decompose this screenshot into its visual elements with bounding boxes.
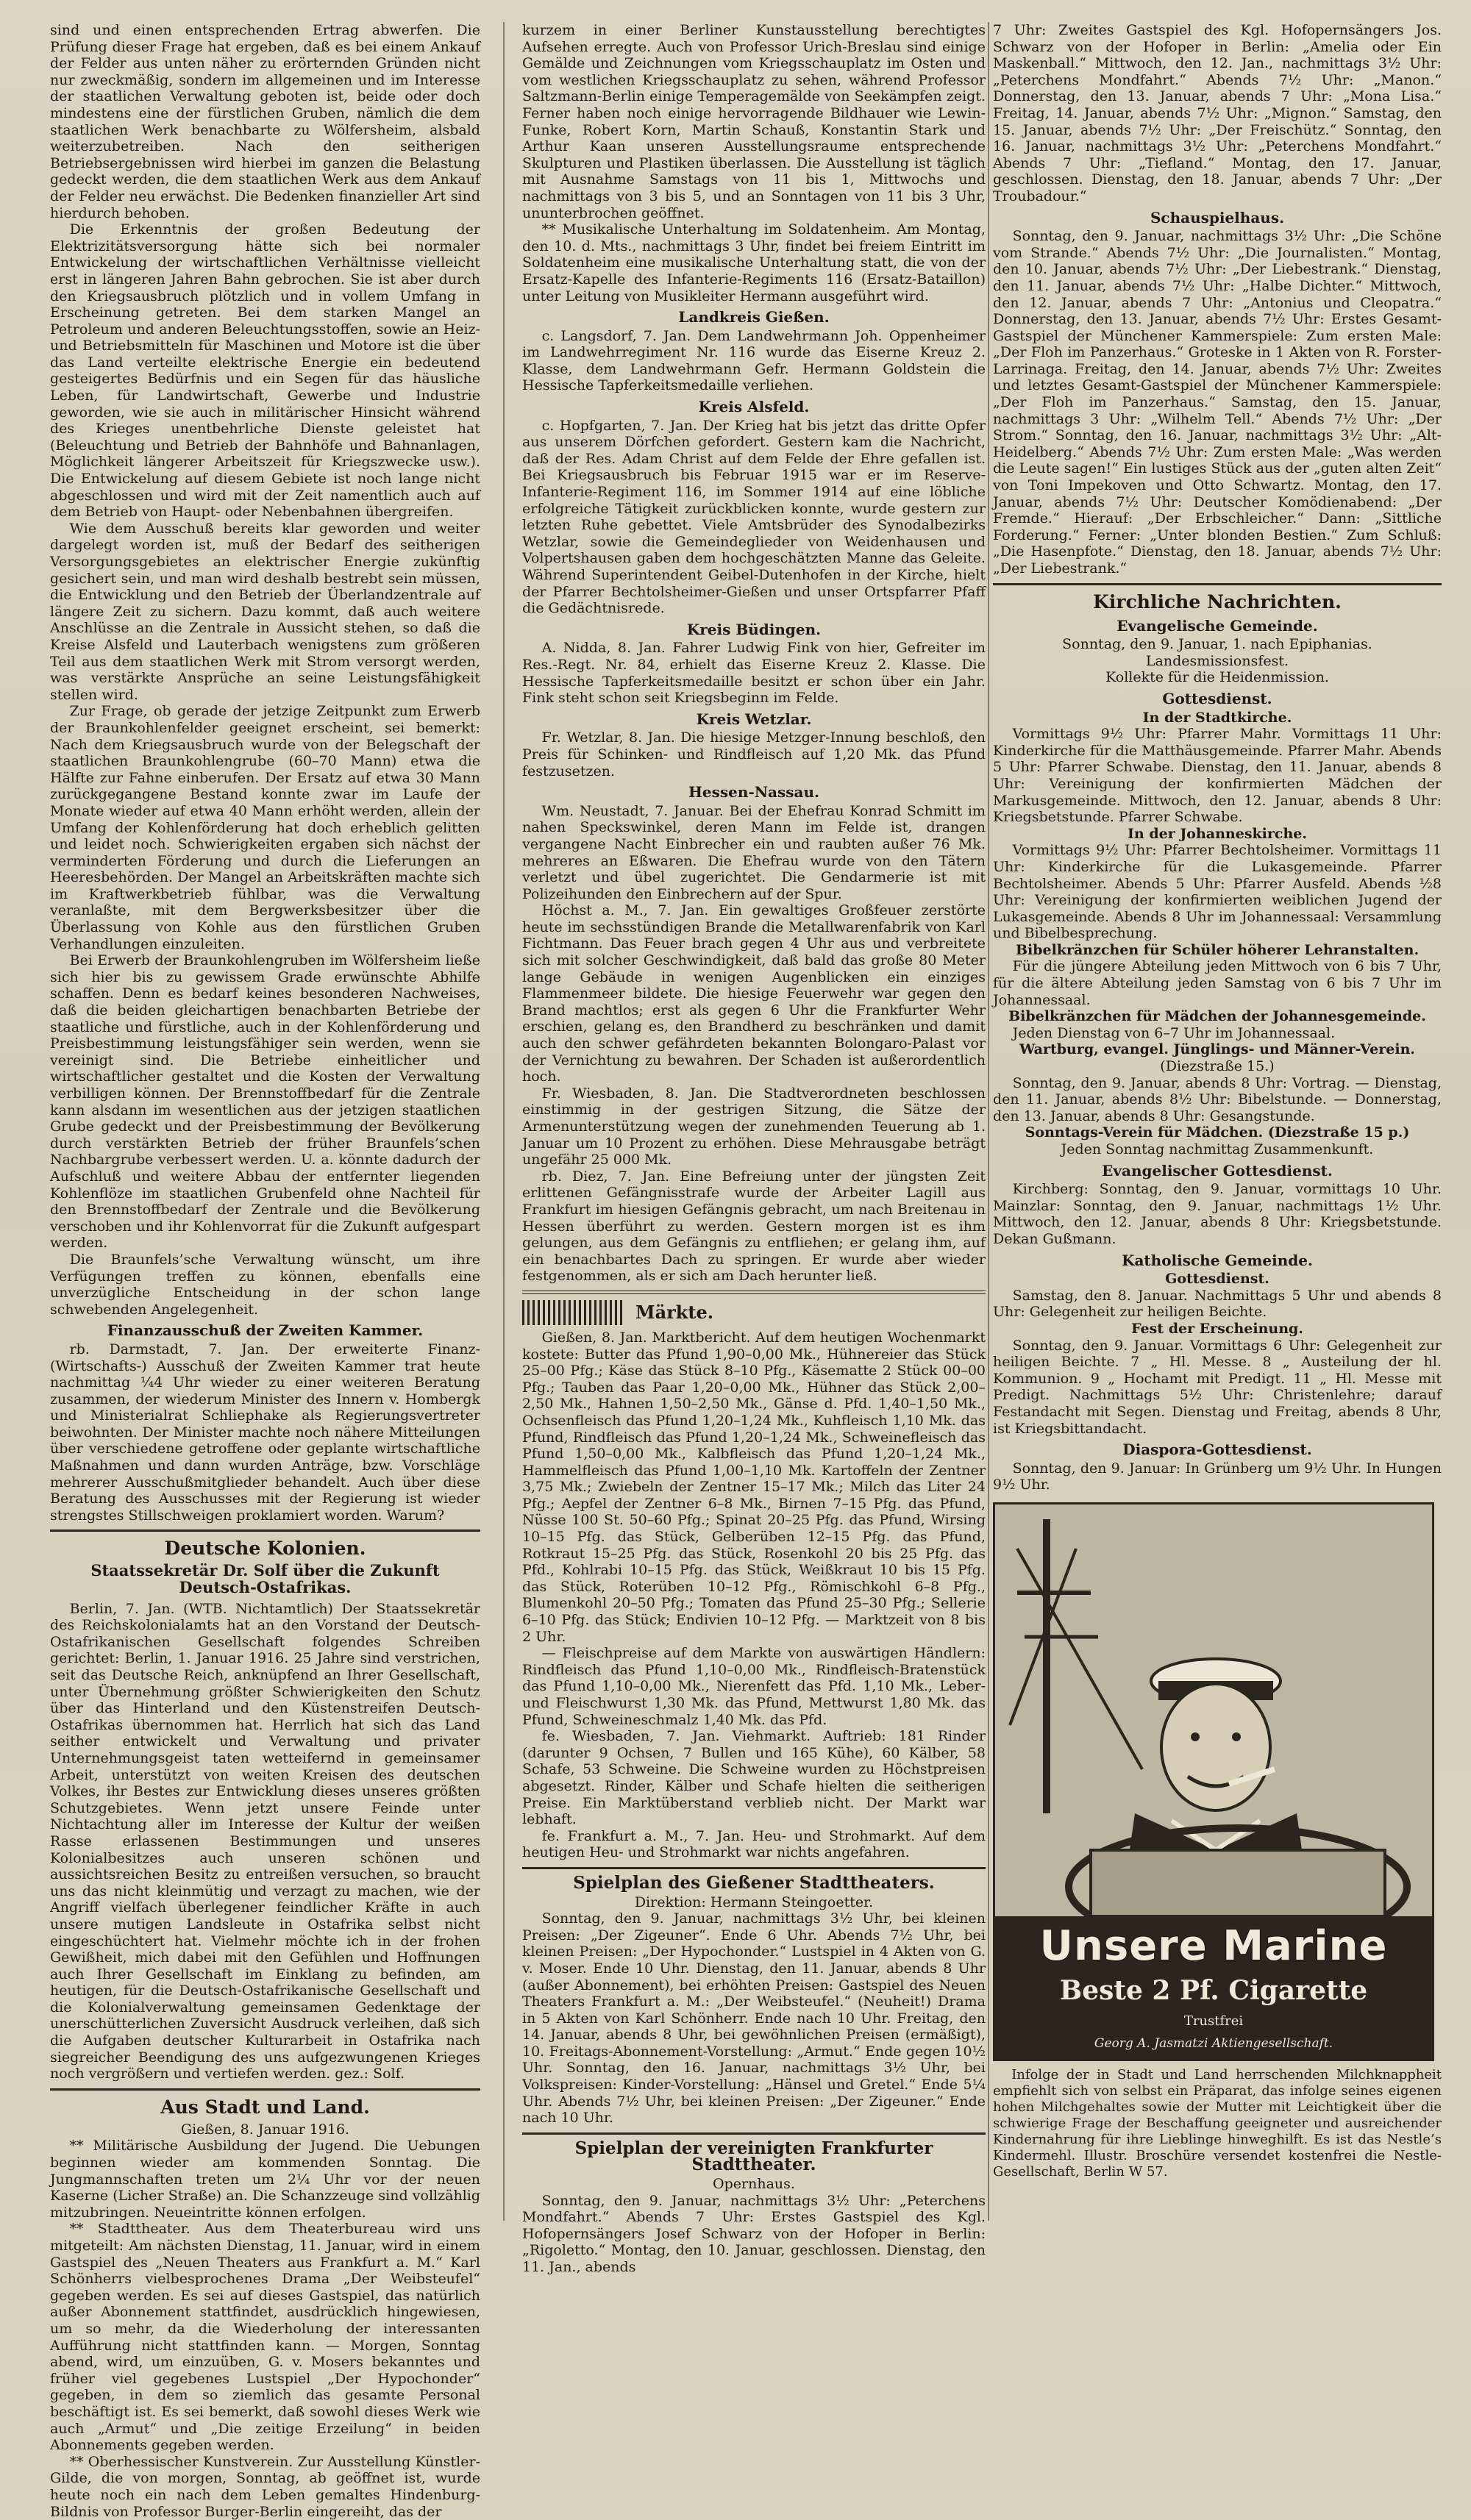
article-paragraph: rb. Darmstadt, 7. Jan. Der erweiterte Finanz-(Wirtschafts-) Ausschuß der Zweiten Kammer trat heute nachmittag ¼4 Uhr wieder zu einer weiteren Beratung zusammen, der wiederum Minister des Innern v. Hombergk und Ministerialrat Schliephake als Regierungsvertreter beiwohnten. Der Minister machte noch nähere Mitteilungen über verschiedene getroffene oder geplante wirtschaftliche Maßnahmen und dann wurden Anträge, bzw. Vorschläge mehrerer Ausschußmitglieder behandelt. Auch über diese Beratung des Ausschusses mit der Regierung ist wieder strengstes Stillschweigen proklamiert worden. Warum? [50,1341,480,1524]
section-heading: Märkte. [635,1301,714,1323]
section-heading: Gottesdienst. [1162,689,1272,707]
church-subheading: In der Stadtkirche. [1142,709,1292,726]
ad-company: Georg A. Jasmatzi Aktiengesellschaft. [1094,2035,1333,2051]
church-line: Landesmissionsfest. [1145,652,1289,669]
church-paragraph: Kirchberg: Sonntag, den 9. Januar, vormittags 10 Uhr. Mainzlar: Sonntag, den 9. Januar, nachmittags 1½ Uhr. Mittwoch, den 12. Januar, abends 8 Uhr: Kriegsbetstunde. Dekan Gußmann. [993,1181,1442,1247]
section-rule [50,2088,480,2091]
article-paragraph: sind und einen entsprechenden Ertrag abwerfen. Die Prüfung dieser Frage hat ergeben, daß es bei einem Ankauf der Felder aus unten näher zu erörternden Gründen nicht nur zweckmäßig, sondern im allgemeinen und im Interesse der staatlichen Verwaltung geboten ist, beide oder doch mindestens eine der fürstlichen Gruben, nämlich die dem staatlichen Werk benachbarte zu Wölfersheim, alsbald weiterzubetreiben. Nach den seitherigen Betriebsergebnissen wird hierbei im ganzen die Belastung gedeckt werden, die dem staatlichen Werk aus dem Ankauf der Felder neu erwächst. Die Bedenken finanzieller Art sind hierdurch behoben. [50,22,480,221]
article-paragraph: ** Militärische Ausbildung der Jugend. Die Uebungen beginnen wieder am kommenden Sonntag. Die Jungmannschaften treten um 2¼ Uhr vor der neuen Kaserne (Licher Straße) an. Die Schanzzeuge sind vollzählig mitzubringen. Neueintritte können erfolgen. [50,2138,480,2221]
church-paragraph: Vormittags 9½ Uhr: Pfarrer Mahr. Vormittags 11 Uhr: Kinderkirche für die Matthäusgemeinde. Pfarrer Mahr. Abends 5 Uhr: Pfarrer Schwabe. Dienstag, den 11. Januar, abends 8 Uhr: Vereinigung der konfirmierten Mädchen der Markusgemeinde. Mittwoch, den 12. Januar, abends 8 Uhr: Kriegsbetstunde. Pfarrer Schwabe. [993,726,1442,826]
section-heading: Spielplan der vereinigten Frankfurter Stadttheater. [574,2138,933,2175]
section-rule [50,1530,480,1532]
article-paragraph: Fr. Wiesbaden, 8. Jan. Die Stadtverordneten beschlossen einstimmig in der gestrigen Sitzung, die Sätze der Armenunterstützung wegen der zunehmenden Teuerung ab 1. Januar um 10 Prozent zu erhöhen. Diese Mehrausgabe beträgt ungefähr 25 000 Mk. [522,1085,986,1168]
article-paragraph: c. Langsdorf, 7. Jan. Dem Landwehrmann Joh. Oppenheimer im Landwehrregiment Nr. 116 wurde das Eiserne Kreuz 2. Klasse, dem Landwehrmann Gefr. Hermann Goldstein die Hessische Tapferkeitsmedaille verliehen. [522,327,986,394]
article-paragraph: ** Musikalische Unterhaltung im Soldatenheim. Am Montag, den 10. d. Mts., nachmittags 3 Uhr, findet bei freiem Eintritt im Soldatenheim eine musikalische Unterhaltung statt, die von der Ersatz-Kapelle des Infanterie-Regiments 116 (Ersatz-Bataillon) unter Leitung von Musikleiter Hermann ausgeführt wird. [522,221,986,304]
section-heading: Diaspora-Gottesdienst. [1122,1441,1312,1459]
church-line: Kollekte für die Heidenmission. [1105,669,1329,686]
article-paragraph: ** Stadttheater. Aus dem Theaterbureau wird uns mitgeteilt: Am nächsten Dienstag, 11. Januar, wird in einem Gastspiel des „Neuen Theaters aus Frankfurt a. M.“ Karl Schönherrs vielbesprochenes Drama „Der Weibsteufel“ gegeben werden. Es sei auf dieses Gastspiel, das natürlich außer Abonnement stattfindet, ausdrücklich hingewiesen, um so mehr, da die Wiederholung der interessanten Aufführung nicht stattfinden kann. — Morgen, Sonntag abend, wird, um einzuüben, G. v. Mosers bekanntes und früher viel gegebenes Lustspiel „Der Hypochonder“ gegeben, in dem so ziemlich das gesamte Personal beschäftigt ist. Es sei bemerkt, daß sowohl dieses Werk wie auch „Armut“ und „Die zeitige Erzeilung“ in beiden Abonnements gegeben werden. [50,2221,480,2454]
article-paragraph: Die Erkenntnis der großen Bedeutung der Elektrizitätsversorgung hätte sich bei normaler Entwickelung der wirtschaftlichen Verhältnisse vielleicht erst in längeren Jahren Bahn gebrochen. Sie ist aber durch den Kriegsausbruch plötzlich und in vollem Umfang in Erscheinung getreten. Bei dem starken Mangel an Petroleum und anderen Beleuchtungsstoffen, sowie an Heiz- und Betriebsmitteln für Maschinen und Motore ist die über das Land verteilte elektrische Energie ein bedeutend gesteigertes Bedürfnis und ein Segen für das häusliche Leben, für Landwirtschaft, Gewerbe und Industrie geworden, wie sie auch in militärischer Hinsicht während des Krieges unentbehrliche Dienste geleistet hat (Beleuchtung und Betrieb der Bahnhöfe und Bahnanlagen, Möglichkeit längerer Arbeitszeit für Kriegszwecke usw.). Die Entwickelung auf diesem Gebiete ist noch lange nicht abgeschlossen und wird mit der Zeit namentlich auch auf dem Betrieb von Haupt- oder Nebenbahnen übergreifen. [50,221,480,521]
article-subheading: Direktion: Hermann Steingoetter. [634,1893,874,1910]
section-heading: Evangelische Gemeinde. [1116,616,1318,635]
cigarette-advertisement [993,1502,1434,2061]
section-rule [993,583,1442,585]
article-paragraph: fe. Frankfurt a. M., 7. Jan. Heu- und Strohmarkt. Auf dem heutigen Heu- und Strohmarkt war nichts angefahren. [522,1827,986,1861]
church-subheading: Bibelkränzchen für Mädchen der Johannesgemeinde. [1008,1008,1426,1025]
dateline: Gießen, 8. Januar 1916. [180,2121,350,2138]
article-paragraph: c. Hopfgarten, 7. Jan. Der Krieg hat bis jetzt das dritte Opfer aus unserem Dörfchen gefordert. Gestern kam die Nachricht, daß der Res. Adam Christ auf dem Felde der Ehre gefallen ist. Bei Kriegsausbruch bis Februar 1915 war er im Reserve-Infanterie-Regiment 116, im Sommer 1914 auf eine löbliche erfolgreiche Tätigkeit zurückblicken konnte, wurde gestern zur letzten Ruhe gebettet. Viele Amtsbrüder des Synodalbezirks Wetzlar, sowie die Gemeindeglieder von Weidenhausen und Volpertshausen gaben dem hochgeschätzten Manne das Geleite. Während Superintendent Geibel-Dutenhofen in der Kirche, hielt der Pfarrer Bechtolsheimer-Gießen und unser Ortspfarrer Pfaff die Gedächtnisrede. [522,417,986,617]
column-right [993,22,1442,2221]
article-paragraph: Sonntag, den 9. Januar, nachmittags 3½ Uhr: „Die Schöne vom Strande.“ Abends 7½ Uhr: „Die Journalisten.“ Montag, den 10. Januar, abends 7½ Uhr: „Der Liebestrank.“ Dienstag, den 11. Januar, abends 7½ Uhr: „Halbe Dichter.“ Mittwoch, den 12. Januar, abends 7 Uhr: „Antonius und Cleopatra.“ Donnerstag, den 13. Januar, abends 7½ Uhr: Erstes Gesamt-Gastspiel der Münchener Kammerspiele: Zum ersten Male: „Der Floh im Panzerhaus.“ Groteske in 1 Akten von R. Forster-Larrinaga. Freitag, den 14. Januar, abends 7½ Uhr: Zweites und letztes Gesamt-Gastspiel der Münchener Kammerspiele: „Der Floh im Panzerhaus.“ Samstag, den 15. Januar, nachmittags 3 Uhr: „Wilhelm Tell.“ Abends 7½ Uhr: „Der Strom.“ Sonntag, den 16. Januar, nachmittags 3½ Uhr: „Alt-Heidelberg.“ Abends 7½ Uhr: Zum ersten Male: „Was werden die Leute sagen!“ Ein lustiges Stück aus der „guten alten Zeit“ von Toni Impekoven und Otto Schwartz. Montag, den 17. Januar, abends 7½ Uhr: Deutscher Komödienabend: „Der Fremde.“ Hierauf: „Der Erbschleicher.“ Dann: „Sittliche Forderung.“ Ferner: „Unter blonden Bestien.“ Zum Schluß: „Die Hasenpfote.“ Dienstag, den 18. Januar, abends 7½ Uhr: „Der Liebestrank.“ [993,228,1442,577]
advertisement-text: Infolge der in Stadt und Land herrschenden Milchknappheit empfiehlt sich von selbst ein Präparat, das infolge seines eigenen hohen Milchgehaltes sowie der Mutter mit Leichtigkeit über die schwierige Frage der Beschaffung geeigneter und ausreichender Kindernahrung für ihre Lieblinge hinweghilft. Es ist das Nestle’s Kindermehl. Illustr. Broschüre versendet kostenfrei die Nestle-Gesellschaft, Berlin W 57. [993,2066,1442,2180]
section-heading: Landkreis Gießen. [678,308,830,326]
article-paragraph: rb. Diez, 7. Jan. Eine Befreiung unter der jüngsten Zeit erlittenen Gefängnisstrafe wurde der Arbeiter Lagill aus Frankfurt im hiesigen Gefängnis gebracht, um nach Breitenau in Hessen überführt zu werden. Gestern morgen ist es ihm gelungen, aus dem Gefängnis zu entfliehen; er gelang ihm, auf ein benachbartes Dach zu springen. Er wurde aber wieder festgenommen, als er sich am Dach herunter ließ. [522,1168,986,1285]
article-paragraph: Höchst a. M., 7. Jan. Ein gewaltiges Großfeuer zerstörte heute im sechsstündigen Brande die Metallwarenfabrik von Karl Fichtmann. Das Feuer brach gegen 4 Uhr aus und verbreitete sich mit solcher Geschwindigkeit, daß bald das große 80 Meter lange Gebäude in wenigen Augenblicken ein einziges Flammenmeer bildete. Die hiesige Feuerwehr war gegen den Brand machtlos; erst als gegen 6 Uhr die Frankfurter Wehr erschien, gelang es, den Brandherd zu beschränken und damit auch den schwer gefährdeten bekannten Bolongaro-Palast vor der Vernichtung zu bewahren. Der Schaden ist außerordentlich hoch. [522,902,986,1085]
section-rule [522,2132,986,2135]
section-heading: Kreis Alsfeld. [698,398,810,416]
church-line: (Diezstraße 15.) [1160,1058,1275,1075]
article-subheading: Staatssekretär Dr. Solf über die Zukunft Deutsch-Ostafrikas. [90,1561,440,1597]
article-paragraph: kurzem in einer Berliner Kunstausstellung berechtigtes Aufsehen erregte. Auch von Professor Urich-Breslau sind einige Gemälde und Zeichnungen vom Kriegsschauplatz im Osten und vom westlichen Kriegsschauplatz zu sehen, während Professor Saltzmann-Berlin einige Temperagemälde von Seekämpfen zeigt. Ferner haben noch einige hervorragende Bildhauer wie Lewin-Funke, Robert Korn, Martin Schauß, Konstantin Stark und Arthur Kaan unseren Ausstellungsraume entsprechende Skulpturen und Plastiken überlassen. Die Ausstellung ist täglich mit Ausnahme Samstags von 11 bis 1, Mittwochs und nachmittags von 3 bis 5, und an Sonntagen von 11 bis 3 Uhr, ununterbrochen geöffnet. [522,22,986,221]
church-paragraph: Vormittags 9½ Uhr: Pfarrer Bechtolsheimer. Vormittags 11 Uhr: Kinderkirche für die Lukasgemeinde. Pfarrer Bechtolsheimer. Abends 5 Uhr: Pfarrer Ausfeld. Abends ½8 Uhr: Vereinigung der konfirmierten weiblichen Jugend der Lukasgemeinde. Abends 8 Uhr im Johannessaal: Versammlung und Bibelbesprechung. [993,842,1442,942]
article-paragraph: ** Oberhessischer Kunstverein. Zur Ausstellung Künstler-Gilde, die von morgen, Sonntag, ab geöffnet ist, wurde heute noch ein nach dem Leben gemaltes Hindenburg-Bildnis von Professor Burger-Berlin eingereiht, das der [50,2453,480,2520]
section-heading: Spielplan des Gießener Stadttheaters. [573,1872,935,1893]
article-paragraph: Gießen, 8. Jan. Marktbericht. Auf dem heutigen Wochenmarkt kostete: Butter das Pfund 1,90–0,00 Mk., Hühnereier das Stück 25–00 Pfg.; Käse das Stück 8–10 Pfg., Käsematte 2 Stück 00–00 Pfg.; Tauben das Paar 1,20–0,00 Mk., Hühner das Stück 2,00–2,50 Mk., Hahnen 1,50–2,50 Mk., Gänse d. Pfd. 1,40–1,50 Mk., Ochsenfleisch das Pfund 1,20–1,24 Mk., Kuhfleisch 1,10 Mk. das Pfund, Rindfleisch das Pfund 1,20–1,24 Mk., Schweinefleisch das Pfund 1,50–0,00 Mk., Kalbfleisch das Pfund 1,20–1,24 Mk., Hammelfleisch das Pfund 1,00–1,10 Mk. Kartoffeln der Zentner 3,75 Mk.; Zwiebeln der Zentner 15–17 Mk.; Milch das Liter 24 Pfg.; Aepfel der Zentner 6–8 Mk., Birnen 7–15 Pfg. das Pfund, Nüsse 100 St. 50–60 Pfg.; Spinat 20–25 Pfg. das Pfund, Wirsing 10–15 Pfg. das Stück, Gelberüben 12–15 Pfg. das Pfund, Rotkraut 15–25 Pfg. das Stück, Rosenkohl 20 bis 25 Pfg. das Pfd., Kohlrabi 10–15 Pfg. das Stück, Weißkraut 10 bis 15 Pfg. das Stück, Roterüben 10–12 Pfg., Römischkohl 6–8 Pfg., Blumenkohl 20–50 Pfg.; Tomaten das Pfund 25–30 Pfg.; Sellerie 6–10 Pfg. das Stück; Endivien 10–12 Pfg. — Marktzeit von 8 bis 2 Uhr. [522,1329,986,1645]
article-paragraph: Die Braunfels’sche Verwaltung wünscht, um ihre Verfügungen treffen zu können, ebenfalls eine unverzügliche Entscheidung in der schon lange schwebenden Angelegenheit. [50,1251,480,1318]
article-paragraph: A. Nidda, 8. Jan. Fahrer Ludwig Fink von hier, Gefreiter im Res.-Regt. Nr. 84, erhielt das Eiserne Kreuz 2. Klasse. Die Hessische Tapferkeitsmedaille besitzt er schon über ein Jahr. Fink steht schon seit Kriegsbeginn im Felde. [522,640,986,707]
article-paragraph: Berlin, 7. Jan. (WTB. Nichtamtlich) Der Staatssekretär des Reichskolonialamts hat an den Vorstand der Deutsch-Ostafrikanischen Gesellschaft folgendes Schreiben gerichtet: Berlin, 1. Januar 1916. 25 Jahre sind verstrichen, seit das Deutsche Reich, anknüpfend an Ihrer Gesellschaft, unter Übernehmung größter Schwierigkeiten den Schutz über das Hinterland und den Küstenstreifen Deutsch-Ostafrikas übernommen hat. Herrlich hat sich das Land seither entwickelt und Verwaltung und privater Unternehmungsgeist taten wetteifernd in gemeinsamer Arbeit, unterstützt von weiten Kreisen des deutschen Volkes, ihr Bestes zur Entwicklung dieses unseres größten Schutzgebietes. Wenn jetzt unsere Feinde unter Nichtachtung aller im Interesse der Kultur der weißen Rasse erlassenen Bestimmungen und unseres Kolonialbesitzes auch unseren schönen und aussichtsreichen Besitz zu entreißen versuchen, so braucht uns das nicht kleinmütig und verzagt zu machen, wie der Angriff vielfach überlegener feindlicher Kräfte in auch unsere mutigen Landsleute in Ostafrika selbst nicht eingeschüchtert hat. Vielmehr möchte ich in der frohen Gewißheit, mich dabei mit den Gefühlen und Hoffnungen auch Ihrer Gesellschaft im Einklang zu befinden, am heutigen, für die Deutsch-Ostafrikanische Gesellschaft und die Kolonialverwaltung gemeinsamen Gedenktage der unerschütterlichen Zuversicht Ausdruck verleihen, daß sich die Aufgaben deutscher Kulturarbeit in Ostafrika nach siegreicher Beendigung des uns aufgezwungenen Krieges noch vergrößern und vertiefen werden. gez.: Solf. [50,1600,480,2082]
church-paragraph: Für die jüngere Abteilung jeden Mittwoch von 6 bis 7 Uhr, für die ältere Abteilung jeden Samstag von 6 bis 7 Uhr im Johannessaal. [993,958,1442,1008]
section-heading: Kirchliche Nachrichten. [1093,590,1342,613]
ad-tagline: Trustfrei [1183,2013,1244,2029]
markets-header [522,1300,986,1325]
church-subheading: Sonntags-Verein für Mädchen. (Diezstraße 15 p.) [1025,1124,1410,1141]
section-heading: Evangelischer Gottesdienst. [1102,1161,1333,1179]
section-rule [522,1867,986,1869]
church-subheading: Wartburg, evangel. Jünglings- und Männer-Verein. [1019,1041,1416,1058]
column-left [50,22,480,2520]
article-paragraph: 7 Uhr: Zweites Gastspiel des Kgl. Hofopernsängers Jos. Schwarz von der Hofoper in Berlin: „Amelia oder Ein Maskenball.“ Mittwoch, den 12. Jan., nachmittags 3½ Uhr: „Peterchens Mondfahrt.“ Abends 7½ Uhr: „Manon.“ Donnerstag, den 13. Januar, abends 7 Uhr: „Mona Lisa.“ Freitag, 14. Januar, abends 7½ Uhr: „Mignon.“ Samstag, den 15. Januar, abends 7½ Uhr: „Der Freischütz.“ Sonntag, den 16. Januar, nachmittags 3½ Uhr: „Peterchens Mondfahrt.“ Abends 7 Uhr: „Tiefland.“ Montag, den 17. Januar, geschlossen. Dienstag, den 18. Januar, abends 7 Uhr: „Der Troubadour.“ [993,22,1442,204]
church-paragraph: Jeden Dienstag von 6–7 Uhr im Johannessaal. [1012,1024,1336,1041]
ad-headline: Unsere Marine [1039,1921,1388,1970]
article-paragraph: Wm. Neustadt, 7. Januar. Bei der Ehefrau Konrad Schmitt im nahen Speckswinkel, deren Mann im Felde ist, drangen vergangene Nacht Einbrecher ein und raubten außer 76 Mk. mehreres an Eßwaren. Die Ehefrau wurde von den Tätern verletzt und übel zugerichtet. Die Gendarmerie ist mit Polizeihunden den Einbrechern auf der Spur. [522,802,986,902]
section-heading: Finanzausschuß der Zweiten Kammer. [107,1321,424,1340]
article-paragraph: Sonntag, den 9. Januar, nachmittags 3½ Uhr: „Peterchens Mondfahrt.“ Abends 7 Uhr: Erstes Gastspiel des Kgl. Hofopernsängers Josef Schwarz von der Hofoper in Berlin: „Rigoletto.“ Montag, den 10. Januar, geschlossen. Dienstag, den 11. Jan., abends [522,2192,986,2275]
church-subheading: Bibelkränzchen für Schüler höherer Lehranstalten. [1015,941,1420,958]
section-heading: Deutsche Kolonien. [164,1538,366,1560]
column-divider [988,22,989,2221]
church-paragraph: Sonntag, den 9. Januar. Vormittags 6 Uhr: Gelegenheit zur heiligen Beichte. 7 „ Hl. Messe. 8 „ Austeilung der hl. Kommunion. 9 „ Hochamt mit Predigt. 11 „ Hl. Messe mit Predigt. Nachmittags 5½ Uhr: Christenlehre; darauf Festandacht mit Segen. Dienstag und Freitag, abends 8 Uhr, ist Kriegsbittandacht. [993,1337,1442,1437]
markets-ornament [522,1300,625,1325]
section-heading: Hessen-Nassau. [688,783,819,802]
section-heading: Kreis Büdingen. [686,620,822,638]
church-subheading: Fest der Erscheinung. [1131,1320,1303,1337]
church-paragraph: Sonntag, den 9. Januar, abends 8 Uhr: Vortrag. — Dienstag, den 11. Januar, abends 8½ Uhr: Bibelstunde. — Donnerstag, den 13. Januar, abends 8 Uhr: Gesangstunde. [993,1074,1442,1124]
church-line: Sonntag, den 9. Januar, 1. nach Epiphanias. [1062,636,1372,653]
ad-subheadline: Beste 2 Pf. Cigarette [1059,1974,1368,2006]
article-paragraph: Bei Erwerb der Braunkohlengruben im Wölfersheim ließe sich hier bis zu gewissem Grade erwünschte Abhilfe schaffen. Denn es bedarf keines besonderen Nachweises, daß die beiden gleichartigen benachbarten Betriebe der staatliche und fürstliche, auch in der Kohlenförderung und Preisbestimmung leistungsfähiger sein werden, wenn sie vereinigt sind. Die Betriebe einheitlicher und wirtschaftlicher gestaltet und die Kosten der Verwaltung verbilligen können. Der Brennstoffbedarf für die Zentrale kann alsdann im wesentlichen aus der jetzigen staatlichen Grube gedeckt und der Preisbestimmung der Bevölkerung durch verstärkten Betrieb der früher Braunfels’schen Nachbargrube verbessert werden. U. a. könnte dadurch der Aufschluß und weitere Abbau der entfernter liegenden Kohlenflöze im staatlichen Grubenfeld ohne Nachteil für den Brennstoffbedarf der Zentrale und die Bevölkerung verschoben und ihr Kohlenvorrat für die Zukunft aufgespart werden. [50,952,480,1252]
article-paragraph: Wie dem Ausschuß bereits klar geworden und weiter dargelegt worden ist, muß der Bedarf des seitherigen Versorgungsgebietes an elektrischer Energie zukünftig gesichert sein, und man wird deshalb bestrebt sein müssen, die Entwicklung und den Betrieb der Überlandzentrale auf längere Zeit zu sichern. Dazu kommt, daß auch weitere Anschlüsse an die Zentrale in Aussicht stehen, so daß die Kreise Alsfeld und Lauterbach wenigstens zum größeren Teil aus dem staatlichen Werk mit Strom versorgt werden, was verstärkte Ansprüche an seine Leistungsfähigkeit stellen wird. [50,520,480,703]
section-rule [522,1291,986,1294]
article-paragraph: — Fleischpreise auf dem Markte von auswärtigen Händlern: Rindfleisch das Pfund 1,10–0,00 Mk., Rindfleisch-Bratenstück das Pfund 1,10–0,00 Mk., Nierenfett das Pfd. 1,10 Mk., Leber- und Fleischwurst 1,30 Mk. das Pfund, Mettwurst 1,80 Mk. das Pfund, Schweineschmalz 1,40 Mk. das Pfd. [522,1645,986,1728]
article-paragraph: fe. Wiesbaden, 7. Jan. Viehmarkt. Auftrieb: 181 Rinder (darunter 9 Ochsen, 7 Bullen und 165 Kühe), 60 Kälber, 58 Schafe, 53 Schweine. Die Schweine wurden zu Höchstpreisen abgesetzt. Rinder, Kälber und Schafe hielten die seitherigen Preise. Ein Marktüberstand verblieb nicht. Der Markt war lebhaft. [522,1728,986,1828]
section-heading: Kreis Wetzlar. [696,710,812,728]
column-middle [522,22,986,2275]
article-paragraph: Sonntag, den 9. Januar, nachmittags 3½ Uhr, bei kleinen Preisen: „Der Zigeuner“. Ende 6 Uhr. Abends 7½ Uhr, bei kleinen Preisen: „Der Hypochonder.“ Lustspiel in 4 Akten von G. v. Moser. Ende 10 Uhr. Dienstag, den 11. Januar, abends 8 Uhr (außer Abonnement), bei erhöhten Preisen: Gastspiel des Neuen Theaters Frankfurt a. M.: „Der Weibsteufel.“ (Neuheit!) Drama in 5 Akten von Karl Schönherr. Ende nach 10 Uhr. Freitag, den 14. Januar, abends 8 Uhr, bei gewöhnlichen Preisen (ermäßigt), 10. Freitags-Abonnement-Vorstellung: „Armut.“ Ende gegen 10½ Uhr. Sonntag, den 16. Januar, nachmittags 3½ Uhr, bei Volkspreisen: Kinder-Vorstellung: „Hänsel und Gretel.“ Ende 5¼ Uhr. Abends 7½ Uhr, bei kleinen Preisen: „Der Zigeuner.“ Ende nach 10 Uhr. [522,1910,986,2127]
church-paragraph: Samstag, den 8. Januar. Nachmittags 5 Uhr und abends 8 Uhr: Gelegenheit zur heiligen Beichte. [993,1287,1442,1321]
church-subheading: Gottesdienst. [1165,1271,1269,1288]
church-subheading: In der Johanneskirche. [1128,825,1307,842]
article-paragraph: Zur Frage, ob gerade der jetzige Zeitpunkt zum Erwerb der Braunkohlenfelder geeignet erscheint, sei bemerkt: Nach dem Kriegsausbruch wurde von der Belegschaft der staatlichen Braunkohlengrube (60–70 Mann) etwa die Hälfte zur Fahne einberufen. Der Ersatz auf etwa 30 Mann zurückgegangene Bestand konnte zwar im Laufe der Monate wieder auf etwa 40 Mann erhöht werden, allein der Umfang der Kohlenförderung hat doch erheblich gelitten und leidet noch. Schwierigkeiten ergaben sich nächst der verminderten Förderung und durch die Lieferungen an Heeresbehörden. Der Mangel an Arbeitskräften machte sich im Kraftwerkbetrieb fühlbar, was die Verwaltung veranlaßte, mit dem Bergwerksbesitzer über die Überlassung von Kohle aus den fürstlichen Gruben Verhandlungen einzuleiten. [50,703,480,952]
section-heading: Aus Stadt und Land. [160,2096,370,2118]
church-paragraph: Sonntag, den 9. Januar: In Grünberg um 9½ Uhr. In Hungen 9½ Uhr. [993,1460,1442,1493]
church-line: Jeden Sonntag nachmittag Zusammenkunft. [1061,1141,1374,1157]
article-paragraph: Fr. Wetzlar, 8. Jan. Die hiesige Metzger-Innung beschloß, den Preis für Schinken- und Rindfleisch auf 1,20 Mk. das Pfund festzusetzen. [522,729,986,779]
column-divider [503,22,505,2221]
article-subheading: Opernhaus. [713,2176,795,2193]
section-heading: Katholische Gemeinde. [1122,1251,1313,1269]
section-heading: Schauspielhaus. [1150,208,1285,226]
